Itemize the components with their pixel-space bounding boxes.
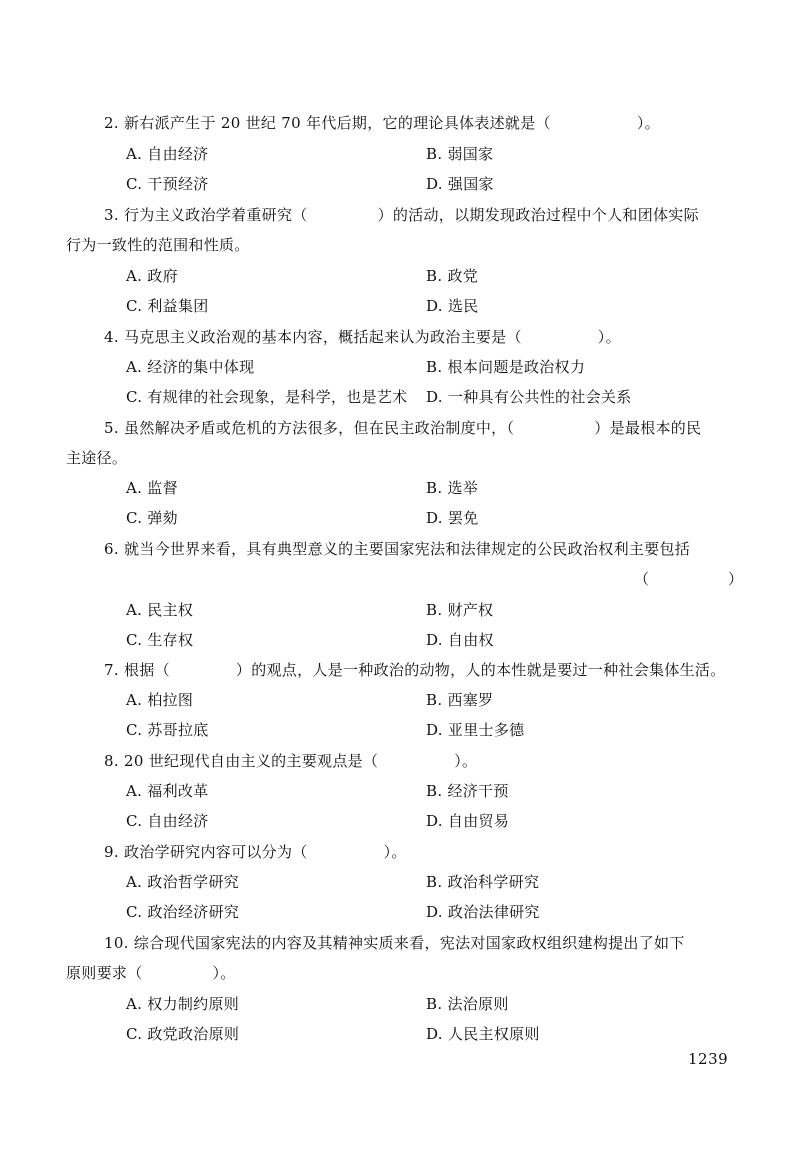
question-stem-part: 9. 政治学研究内容可以分为（ bbox=[104, 843, 308, 861]
question-10-option-a: A. 权力制约原则 bbox=[126, 995, 240, 1013]
question-5-option-a: A. 监督 bbox=[126, 479, 178, 497]
question-stem-part: ）。 bbox=[636, 114, 660, 132]
answer-blank-close: ） bbox=[728, 570, 744, 588]
question-10-option-b: B. 法治原则 bbox=[426, 995, 509, 1013]
question-3-stem-continued: 行为一致性的范围和性质。 bbox=[66, 236, 250, 254]
question-5-option-b: B. 选举 bbox=[426, 479, 479, 497]
question-10-option-d: D. 人民主权原则 bbox=[426, 1025, 540, 1043]
question-stem-part: 4. 马克思主义政治观的基本内容，概括起来认为政治主要是（ bbox=[104, 328, 522, 346]
question-4-option-a: A. 经济的集中体现 bbox=[126, 358, 255, 376]
question-6-stem: 6. 就当今世界来看，具有典型意义的主要国家宪法和法律规定的公民政治权利主要包括 bbox=[104, 540, 691, 558]
question-stem-part: ）是最根本的民 bbox=[594, 419, 702, 437]
question-7-option-a: A. 柏拉图 bbox=[126, 691, 194, 709]
question-7-option-b: B. 西塞罗 bbox=[426, 691, 494, 709]
question-7-option-c: C. 苏哥拉底 bbox=[126, 721, 209, 739]
question-5-stem-continued: 主途径。 bbox=[66, 449, 128, 467]
question-6-option-c: C. 生存权 bbox=[126, 631, 194, 649]
question-3-option-a: A. 政府 bbox=[126, 267, 178, 285]
page-number: 1239 bbox=[688, 1050, 729, 1068]
question-6-option-a: A. 民主权 bbox=[126, 601, 194, 619]
question-7-stem bbox=[104, 660, 726, 680]
question-stem-part: ）的活动，以期发现政治过程中个人和团体实际 bbox=[377, 206, 699, 224]
question-stem-part: ）的观点，人是一种政治的动物，人的本性就是要过一种社会集体生活。 bbox=[235, 661, 726, 679]
question-2-option-b: B. 弱国家 bbox=[426, 145, 494, 163]
question-5-option-c: C. 弹劾 bbox=[126, 509, 178, 527]
question-stem-part: ）。 bbox=[212, 964, 236, 982]
question-10-stem-continued bbox=[66, 963, 236, 983]
question-2-option-a: A. 自由经济 bbox=[126, 145, 209, 163]
question-stem-part: ）。 bbox=[454, 752, 478, 770]
question-2-stem bbox=[104, 113, 660, 133]
question-stem-part: 7. 根据（ bbox=[104, 661, 170, 679]
question-2-option-d: D. 强国家 bbox=[426, 175, 494, 193]
question-9-option-c: C. 政治经济研究 bbox=[126, 903, 240, 921]
question-9-option-b: B. 政治科学研究 bbox=[426, 873, 540, 891]
question-9-stem bbox=[104, 842, 407, 862]
question-4-option-b: B. 根本问题是政治权力 bbox=[426, 358, 586, 376]
question-stem-part: 3. 行为主义政治学着重研究（ bbox=[104, 206, 308, 224]
question-stem-part: 8. 20 世纪现代自由主义的主要观点是（ bbox=[104, 752, 379, 770]
question-8-option-a: A. 福利改革 bbox=[126, 782, 209, 800]
question-9-option-d: D. 政治法律研究 bbox=[426, 903, 540, 921]
question-10-option-c: C. 政党政治原则 bbox=[126, 1025, 240, 1043]
question-6-option-d: D. 自由权 bbox=[426, 631, 494, 649]
question-8-stem bbox=[104, 751, 477, 771]
question-stem-part: ）。 bbox=[383, 843, 407, 861]
question-3-option-d: D. 选民 bbox=[426, 297, 479, 315]
question-3-stem bbox=[104, 205, 699, 225]
question-9-option-a: A. 政治哲学研究 bbox=[126, 873, 240, 891]
question-stem-part: ）。 bbox=[597, 328, 621, 346]
question-stem-part: 5. 虽然解决矛盾或危机的方法很多，但在民主政治制度中，（ bbox=[104, 419, 515, 437]
question-stem-part: 2. 新右派产生于 20 世纪 70 年代后期，它的理论具体表述就是（ bbox=[104, 114, 551, 132]
question-6-option-b: B. 财产权 bbox=[426, 601, 494, 619]
question-3-option-b: B. 政党 bbox=[426, 267, 479, 285]
question-4-option-d: D. 一种具有公共性的社会关系 bbox=[426, 388, 632, 406]
question-4-stem bbox=[104, 327, 621, 347]
question-8-option-d: D. 自由贸易 bbox=[426, 812, 510, 830]
question-8-option-c: C. 自由经济 bbox=[126, 812, 209, 830]
question-stem-part: 原则要求（ bbox=[66, 964, 143, 982]
question-8-option-b: B. 经济干预 bbox=[426, 782, 509, 800]
question-7-option-d: D. 亚里士多德 bbox=[426, 721, 525, 739]
question-2-option-c: C. 干预经济 bbox=[126, 175, 209, 193]
question-5-option-d: D. 罢免 bbox=[426, 509, 479, 527]
question-3-option-c: C. 利益集团 bbox=[126, 297, 209, 315]
answer-blank-open: （ bbox=[634, 570, 650, 588]
question-4-option-c: C. 有规律的社会现象，是科学，也是艺术 bbox=[126, 388, 408, 406]
question-10-stem: 10. 综合现代国家宪法的内容及其精神实质来看，宪法对国家政权组织建构提出了如下 bbox=[104, 934, 685, 952]
question-5-stem bbox=[104, 418, 701, 438]
